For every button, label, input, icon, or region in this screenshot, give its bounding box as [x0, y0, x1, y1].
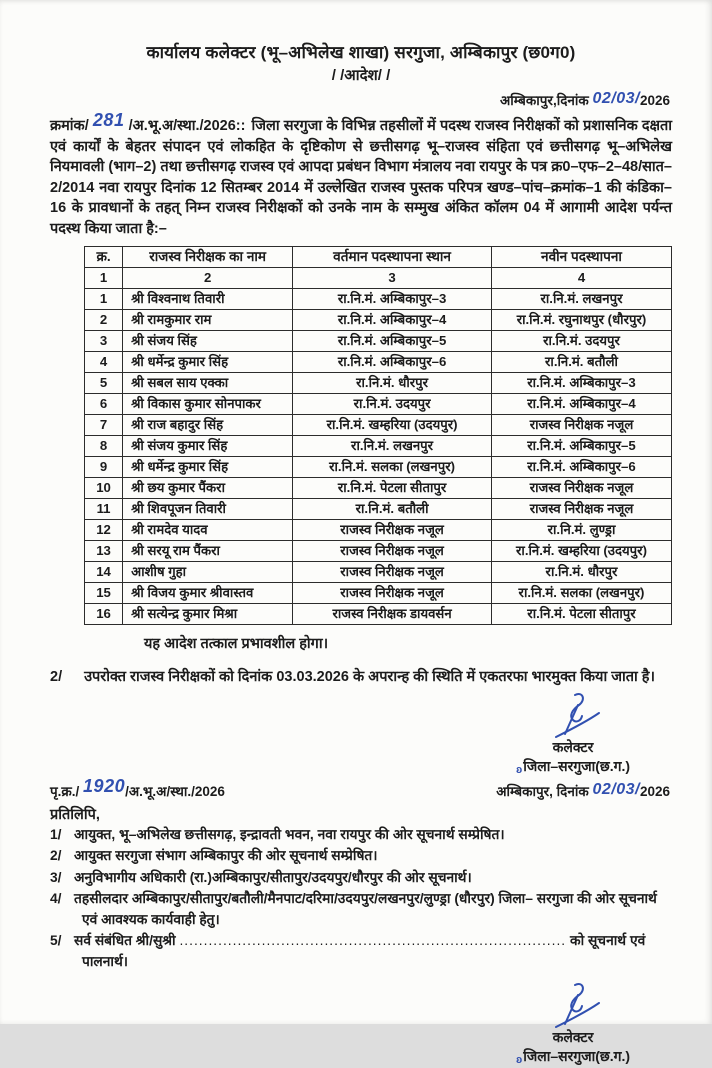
relieve-paragraph	[50, 667, 672, 688]
endorsement-suffix: /अ.भू.अ/स्था./2026	[125, 783, 225, 799]
cell-serial: 6	[85, 393, 123, 414]
cell-new: रा.नि.मं. रघुनाथपुर (धौरपुर)	[491, 309, 671, 330]
endorsement-date-prefix: अम्बिकापुर, दिनांक	[496, 783, 593, 799]
cell-serial: 9	[85, 456, 123, 477]
cell-serial: 11	[85, 498, 123, 519]
table-row	[85, 351, 672, 372]
cell-serial: 5	[85, 372, 123, 393]
cell-current: राजस्व निरीक्षक नजूल	[293, 582, 492, 603]
endorsement-prefix: पृ.क्र./	[50, 783, 84, 799]
cell-new: राजस्व निरीक्षक नजूल	[491, 477, 671, 498]
table-row	[85, 372, 672, 393]
signatory-title: कलेक्टर	[552, 738, 594, 755]
table-row	[85, 456, 672, 477]
signatory-title: कलेक्टर	[552, 1029, 594, 1046]
copy-item-3	[50, 868, 672, 889]
cell-name: श्री धर्मेन्द्र कुमार सिंह	[123, 351, 293, 372]
copy-item-4	[50, 889, 672, 930]
cell-serial: 16	[85, 603, 123, 624]
copy-text: आयुक्त सरगुजा संभाग अम्बिकापुर की ओर सूचनार्थ सम्प्रेषित।	[74, 848, 378, 864]
table-row	[85, 582, 672, 603]
col-number: 2	[123, 267, 293, 288]
handwritten-endorsement-number: 1920	[83, 775, 126, 796]
collector-signature-icon	[544, 980, 602, 1034]
copy-item-5	[50, 931, 672, 972]
cell-name: श्री विकास कुमार सोनपाकर	[123, 393, 293, 414]
cell-name: श्री रामदेव यादव	[123, 519, 293, 540]
ink-mark-icon: ʚ	[515, 1054, 523, 1067]
endorsement-ref-row	[50, 775, 672, 801]
header-serial: क्र.	[85, 246, 123, 267]
cell-serial: 10	[85, 477, 123, 498]
cell-new: रा.नि.मं. अम्बिकापुर–6	[491, 456, 671, 477]
cell-serial: 15	[85, 582, 123, 603]
cell-serial: 14	[85, 561, 123, 582]
cell-name: श्री रामकुमार राम	[123, 309, 293, 330]
copy-number: 2/	[50, 848, 62, 864]
cell-current: राजस्व निरीक्षक नजूल	[293, 540, 492, 561]
cell-name: श्री सबल साय एक्का	[123, 372, 293, 393]
cell-new: राजस्व निरीक्षक नजूल	[491, 498, 671, 519]
page-title: कार्यालय कलेक्टर (भू–अभिलेख शाखा) सरगुजा, अम्बिकापुर (छ0ग0)	[146, 43, 576, 62]
table-row	[85, 393, 672, 414]
ref-number-suffix: /अ.भू.अ/स्था./2026::	[124, 118, 246, 134]
table-row	[85, 477, 672, 498]
cell-current: रा.नि.मं. खम्हरिया (उदयपुर)	[293, 414, 492, 435]
cell-new: रा.नि.मं. पेटला सीतापुर	[491, 603, 671, 624]
cell-current: रा.नि.मं. अम्बिकापुर–5	[293, 330, 492, 351]
endorsement-date-year: 2026	[639, 783, 670, 799]
cell-name: आशीष गुहा	[123, 561, 293, 582]
cell-serial: 12	[85, 519, 123, 540]
cell-name: श्री राज बहादुर सिंह	[123, 414, 293, 435]
signature-block-top	[468, 690, 678, 778]
cell-serial: 7	[85, 414, 123, 435]
effective-immediately-line: यह आदेश तत्काल प्रभावशील होगा।	[144, 635, 329, 652]
cell-current: रा.नि.मं. अम्बिकापुर–6	[293, 351, 492, 372]
signature-block-bottom	[468, 980, 678, 1068]
cell-new: रा.नि.मं. खम्हरिया (उदयपुर)	[491, 540, 671, 561]
fill-in-blank-dots: ................................................................................	[179, 933, 567, 949]
cell-current: रा.नि.मं. पेटला सीतापुर	[293, 477, 492, 498]
table-row	[85, 498, 672, 519]
copy-number: 3/	[50, 869, 62, 885]
table-row	[85, 603, 672, 624]
top-date-year: 2026	[639, 93, 670, 108]
paragraph-number: 2/	[50, 668, 63, 685]
cell-serial: 4	[85, 351, 123, 372]
cell-current: रा.नि.मं. अम्बिकापुर–3	[293, 288, 492, 309]
order-heading: / /आदेश/ /	[331, 67, 391, 84]
cell-new: रा.नि.मं. बतौली	[491, 351, 671, 372]
table-row	[85, 414, 672, 435]
col-number: 4	[491, 267, 671, 288]
copy-number: 4/	[50, 891, 62, 907]
cell-serial: 2	[85, 309, 123, 330]
copy-item-1	[50, 825, 672, 846]
table-row	[85, 561, 672, 582]
copy-number: 5/	[50, 933, 62, 949]
copy-text: को सूचनार्थ एवं पालनार्थ।	[82, 933, 646, 969]
cell-current: राजस्व निरीक्षक नजूल	[293, 519, 492, 540]
cell-name: श्री विजय कुमार श्रीवास्तव	[123, 582, 293, 603]
handwritten-ref-number: 281	[92, 110, 125, 130]
header-new-posting: नवीन पदस्थापना	[491, 246, 671, 267]
cell-name: श्री विश्वनाथ तिवारी	[123, 288, 293, 309]
cell-current: रा.नि.मं. उदयपुर	[293, 393, 492, 414]
table-row	[85, 540, 672, 561]
cell-serial: 3	[85, 330, 123, 351]
cell-new: रा.नि.मं. लखनपुर	[491, 288, 671, 309]
top-date-prefix: अम्बिकापुर,दिनांक	[499, 93, 593, 108]
table-row	[85, 330, 672, 351]
table-row	[85, 309, 672, 330]
header-current-posting: वर्तमान पदस्थापना स्थान	[293, 246, 492, 267]
cell-new: राजस्व निरीक्षक नजूल	[491, 414, 671, 435]
cell-new: रा.नि.मं. लुण्ड्रा	[491, 519, 671, 540]
cell-name: श्री शिवपूजन तिवारी	[123, 498, 293, 519]
endorsement-date	[496, 782, 670, 801]
cell-current: राजस्व निरीक्षक डायवर्सन	[293, 603, 492, 624]
cell-current: रा.नि.मं. बतौली	[293, 498, 492, 519]
copy-text: अनुविभागीय अधिकारी (रा.)अम्बिकापुर/सीतापुर/उदयपुर/धौरपुर की ओर सूचनार्थ।	[74, 869, 472, 885]
cell-current: रा.नि.मं. अम्बिकापुर–4	[293, 309, 492, 330]
cell-current: रा.नि.मं. धौरपुर	[293, 372, 492, 393]
cell-name: श्री धर्मेन्द्र कुमार सिंह	[123, 456, 293, 477]
transfer-table	[84, 246, 672, 625]
cell-serial: 13	[85, 540, 123, 561]
endorsement-number	[50, 775, 225, 801]
header-inspector-name: राजस्व निरीक्षक का नाम	[123, 246, 293, 267]
collector-signature-icon	[544, 690, 602, 744]
order-body-paragraph	[50, 110, 672, 240]
signatory-district: ʚजिला–सरगुजा(छ.ग.)	[515, 1048, 631, 1067]
cell-new: रा.नि.मं. उदयपुर	[491, 330, 671, 351]
cell-current: रा.नि.मं. सलका (लखनपुर)	[293, 456, 492, 477]
signatory-district: ʚजिला–सरगुजा(छ.ग.)	[515, 757, 631, 776]
cell-new: रा.नि.मं. अम्बिकापुर–5	[491, 435, 671, 456]
cell-new: रा.नि.मं. धौरपुर	[491, 561, 671, 582]
top-date-line	[50, 91, 670, 110]
cell-current: राजस्व निरीक्षक नजूल	[293, 561, 492, 582]
cell-serial: 1	[85, 288, 123, 309]
cell-name: श्री संजय कुमार सिंह	[123, 435, 293, 456]
cell-name: श्री सरयू राम पैंकरा	[123, 540, 293, 561]
cell-serial: 8	[85, 435, 123, 456]
column-number-row	[85, 267, 672, 288]
cell-current: रा.नि.मं. लखनपुर	[293, 435, 492, 456]
cell-name: श्री छय कुमार पैंकरा	[123, 477, 293, 498]
table-row	[85, 519, 672, 540]
cell-name: श्री संजय सिंह	[123, 330, 293, 351]
copy-item-2	[50, 846, 672, 867]
copies-heading: प्रतिलिपि,	[50, 806, 100, 823]
handwritten-date: 02/03/	[592, 90, 640, 107]
table-row	[85, 435, 672, 456]
cell-new: रा.नि.मं. अम्बिकापुर–3	[491, 372, 671, 393]
cell-new: रा.नि.मं. अम्बिकापुर–4	[491, 393, 671, 414]
handwritten-endorsement-date: 02/03/	[592, 780, 640, 798]
ref-number-prefix: क्रमांक/	[50, 118, 93, 134]
copy-number: 1/	[50, 826, 62, 842]
copy-text: आयुक्त, भू–अभिलेख छत्तीसगढ़, इन्द्रावती भवन, नवा रायपुर की ओर सूचनार्थ सम्प्रेषित।	[74, 826, 505, 842]
relieve-text: उपरोक्त राजस्व निरीक्षकों को दिनांक 03.03.2026 के अपरान्ह की स्थिति में एकतरफा भारमुक्त किया जाता है।	[84, 668, 655, 685]
copy-text: तहसीलदार अम्बिकापुर/सीतापुर/बतौली/मैनपाट/दरिमा/उदयपुर/लखनपुर/लुण्ड्रा (धौरपुर) जिला– सरगुजा की ओर सूचनार्थ एवं आवश्यक कार्यवाही हेतु।	[74, 891, 657, 927]
ink-mark-icon: ʚ	[515, 763, 523, 776]
copy-text: सर्व संबंधित श्री/सुश्री	[74, 933, 180, 949]
col-number: 3	[293, 267, 492, 288]
col-number: 1	[85, 267, 123, 288]
cell-name: श्री सत्येन्द्र कुमार मिश्रा	[123, 603, 293, 624]
order-body-text: जिला सरगुजा के विभिन्न तहसीलों में पदस्थ राजस्व निरीक्षकों को प्रशासनिक दक्षता एवं कार्यों के बेहतर संपादन एवं लोकहित के दृष्टिकोण से छत्तीसगढ़ भू–राजस्व संहिता एवं छत्तीसगढ़ भू–अभिलेख नियमावली (भाग–2) तथा छत्तीसगढ़ राजस्व एवं आपदा प्रबंधन विभाग मंत्रालय नवा रायपुर के पत्र क्र0–एफ–2–48/सात–2/2014 नवा रायपुर दिनांक 12 सितम्बर 2014 में उल्लेखित राजस्व पुस्तक परिपत्र खण्ड–पांच–क्रमांक–1 की कंडिका–16 के प्रावधानों के तहत् निम्न राजस्व निरीक्षकों को उनके नाम के सम्मुख अंकित कॉलम 04 में आगामी आदेश पर्यन्त पदस्थ किया जाता है:–	[50, 118, 672, 237]
table-header-row	[85, 246, 672, 267]
cell-new: रा.नि.मं. सलका (लखनपुर)	[491, 582, 671, 603]
table-row	[85, 288, 672, 309]
